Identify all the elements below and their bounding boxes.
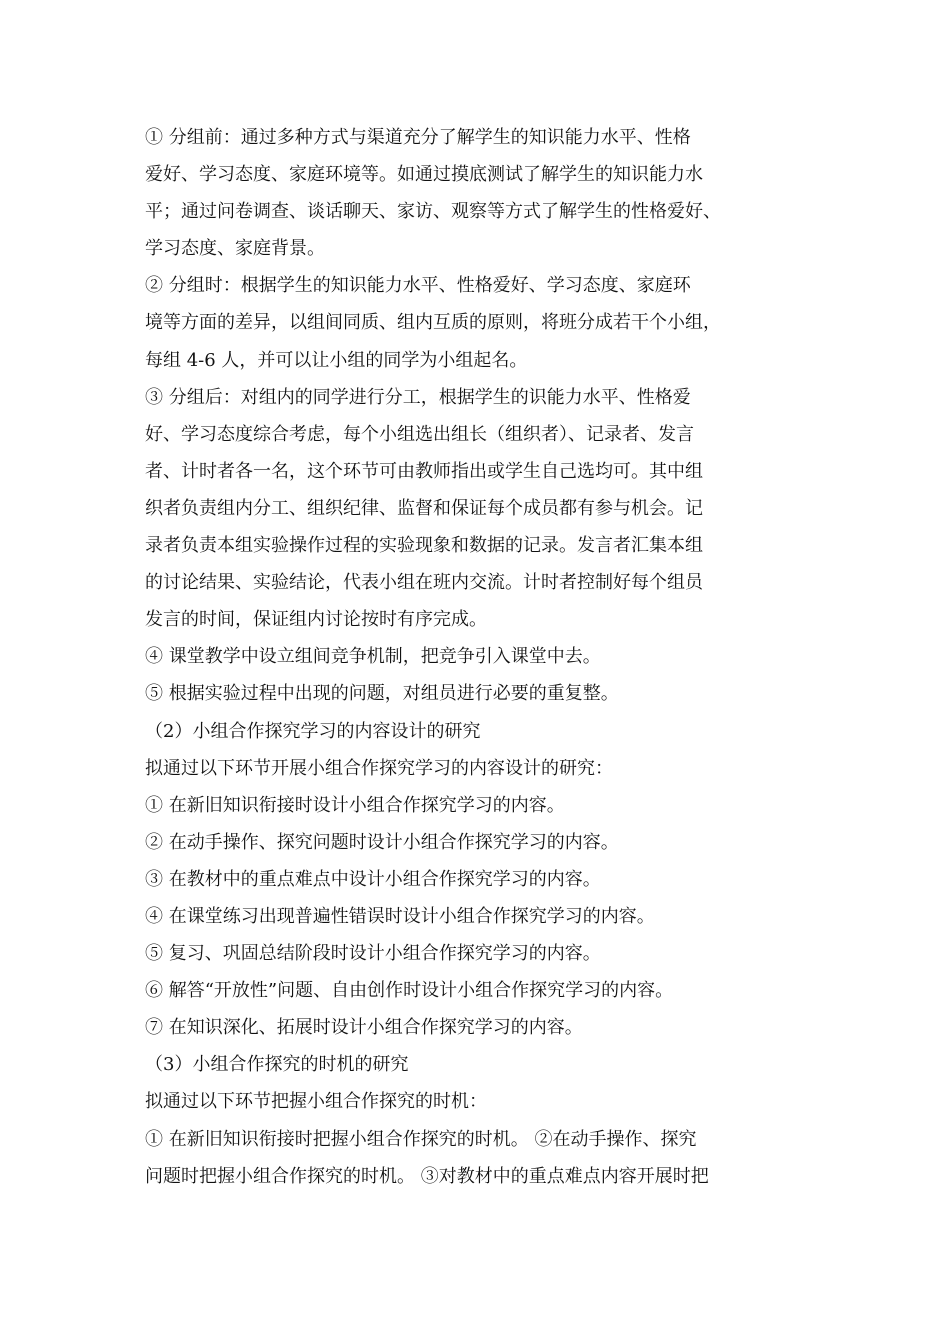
text-line: 织者负责组内分工、组织纪律、监督和保证每个成员都有参与机会。记 [145,497,703,519]
text-line: 爱好、学习态度、家庭环境等。如通过摸底测试了解学生的知识能力水 [145,164,703,186]
section-heading: （3）小组合作探究的时机的研究 [145,1054,409,1076]
text-line: 拟通过以下环节把握小组合作探究的时机： [145,1091,487,1113]
text-line: 者、计时者各一名，这个环节可由教师指出或学生自己选均可。其中组 [145,460,703,482]
text-line: ⑥ 解答“开放性”问题、自由创作时设计小组合作探究学习的内容。 [145,980,674,1002]
text-line: ① 在新旧知识衔接时设计小组合作探究学习的内容。 [145,794,565,816]
text-line: 好、学习态度综合考虑，每个小组选出组长（组织者）、记录者、发言 [145,423,694,445]
text-line: ① 分组前：通过多种方式与渠道充分了解学生的知识能力水平、性格 [145,127,691,148]
text-line: ② 在动手操作、探究问题时设计小组合作探究学习的内容。 [145,831,619,853]
text-line: ⑦ 在知识深化、拓展时设计小组合作探究学习的内容。 [145,1017,583,1039]
text-line: 问题时把握小组合作探究的时机。 ③对教材中的重点难点内容开展时把 [145,1165,709,1187]
text-line: ① 在新旧知识衔接时把握小组合作探究的时机。 ②在动手操作、探究 [145,1128,697,1150]
text-line: 录者负责本组实验操作过程的实验现象和数据的记录。发言者汇集本组 [145,535,703,557]
text-line: 学习态度、家庭背景。 [145,238,325,260]
text-line: ③ 在教材中的重点难点中设计小组合作探究学习的内容。 [145,868,601,890]
text-line: 的讨论结果、实验结论，代表小组在班内交流。计时者控制好每个组员 [145,572,703,594]
text-line: ⑤ 复习、巩固总结阶段时设计小组合作探究学习的内容。 [145,943,601,965]
text-line: 每组 4-6 人，并可以让小组的同学为小组起名。 [145,349,528,371]
text-line: ③ 分组后：对组内的同学进行分工，根据学生的识能力水平、性格爱 [145,386,691,408]
text-line: 发言的时间，保证组内讨论按时有序完成。 [145,609,487,631]
document-body [145,119,765,1195]
text-line: 拟通过以下环节开展小组合作探究学习的内容设计的研究： [145,757,613,779]
text-line: ⑤ 根据实验过程中出现的问题，对组员进行必要的重复整。 [145,683,619,705]
text-line: 境等方面的差异，以组间同质、组内互质的原则，将班分成若干个小组， [145,312,721,334]
text-line: 平；通过问卷调查、谈话聊天、家访、观察等方式了解学生的性格爱好、 [145,201,721,223]
text-line: ② 分组时：根据学生的知识能力水平、性格爱好、学习态度、家庭环 [145,275,691,297]
text-line: ④ 在课堂练习出现普遍性错误时设计小组合作探究学习的内容。 [145,905,655,927]
section-heading: （2）小组合作探究学习的内容设计的研究 [145,720,481,742]
text-line: ④ 课堂教学中设立组间竞争机制，把竞争引入课堂中去。 [145,646,601,668]
